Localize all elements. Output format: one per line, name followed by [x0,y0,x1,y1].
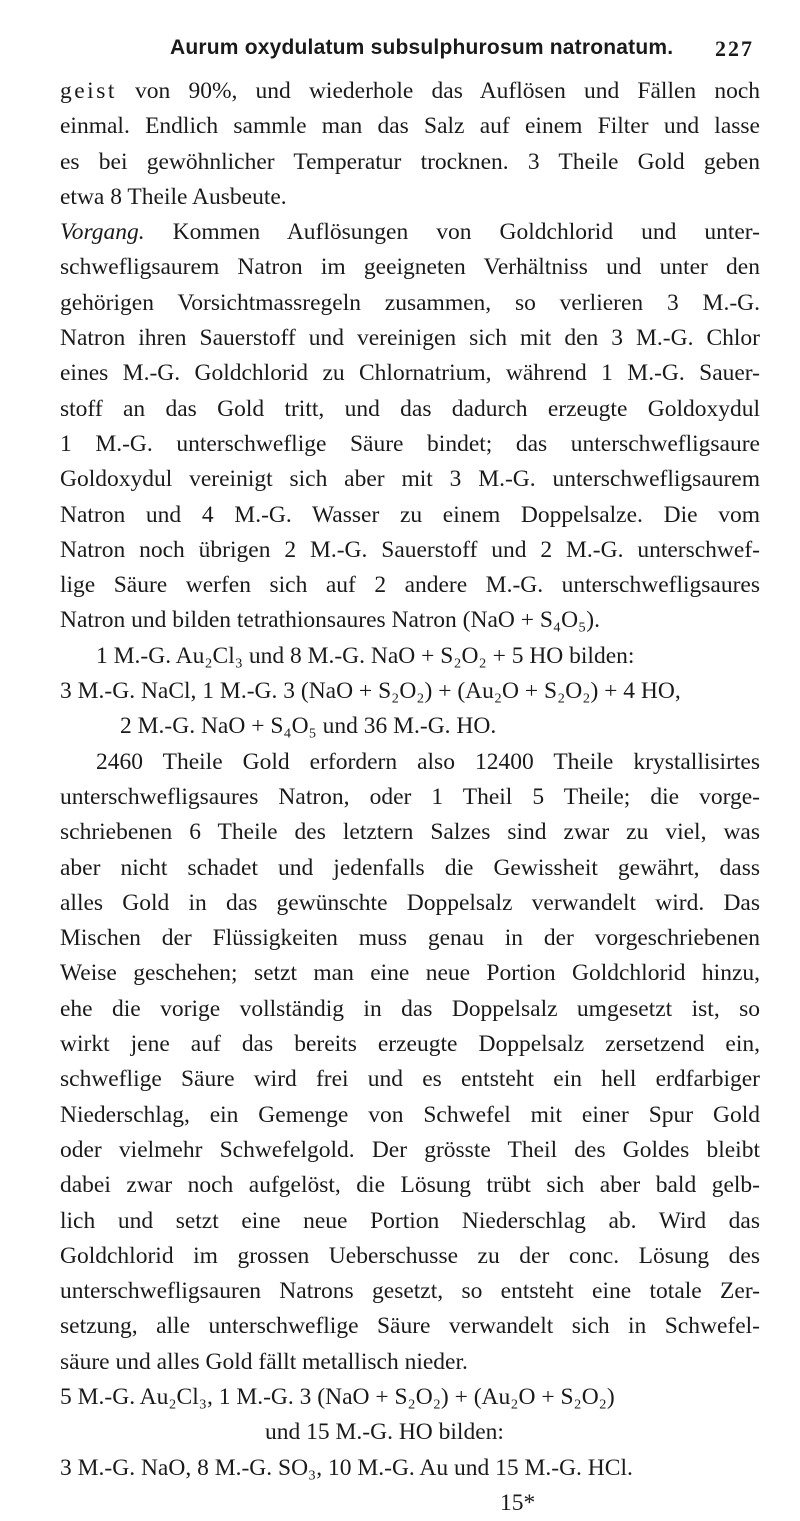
text-line: lich und setzt eine neue Portion Niederschlag ab. Wird das [60,1207,760,1234]
text-line: Natron ihren Sauerstoff und vereinigen sich mit den 3 M.-G. Chlor [60,325,760,352]
running-header [60,36,760,66]
text-line: Goldchlorid im grossen Ueberschusse zu der conc. Lösung des [60,1242,760,1269]
formula-line: 3 M.-G. NaCl, 1 M.-G. 3 (NaO + S₂O₂) + (Au₂O + S₂O₂) + 4 HO, [60,678,681,705]
section-keyword: Vorgang. [60,219,145,246]
text-line: es bei gewöhnlicher Temperatur trocknen. 3 Theile Gold geben [60,148,760,175]
formula-line: 2 M.-G. NaO + S₄O₅ und 36 M.-G. HO. [120,713,497,740]
text-line: unterschwefligsaures Natron, oder 1 Theil 5 Theile; die vorge- [60,783,760,810]
text-line: Weise geschehen; setzt man eine neue Portion Goldchlorid hinzu, [60,960,760,987]
spaced-word: geist [60,78,117,104]
page-number: 227 [715,36,754,61]
text-line: schriebenen 6 Theile des letztern Salzes sind zwar zu viel, was [60,819,760,846]
text-line: wirkt jene auf das bereits erzeugte Doppelsalz zersetzend ein, [60,1031,760,1058]
text-line: säure und alles Gold fällt metallisch nieder. [60,1348,468,1375]
text-line: Goldoxydul vereinigt sich aber mit 3 M.-G. unterschwefligsaurem [60,466,760,493]
text-line: unterschwefligsauren Natrons gesetzt, so entsteht eine totale Zer- [60,1278,760,1305]
text-line: oder vielmehr Schwefelgold. Der grösste Theil des Goldes bleibt [60,1136,760,1163]
text-line: 1 M.-G. unterschweflige Säure bindet; das unterschwefligsaure [60,430,760,457]
text-line: setzung, alle unterschweflige Säure verwandelt sich in Schwefel- [60,1313,760,1340]
text-line: alles Gold in das gewünschte Doppelsalz verwandelt wird. Das [60,889,760,916]
text-line: 2460 Theile Gold erfordern also 12400 Theile krystallisirtes [96,748,760,775]
formula-line: und 15 M.-G. HO bilden: [265,1419,504,1446]
text-line: eines M.-G. Goldchlorid zu Chlornatrium, während 1 M.-G. Sauer- [60,360,760,387]
formula-line: 5 M.-G. Au₂Cl₃, 1 M.-G. 3 (NaO + S₂O₂) + (Au₂O + S₂O₂) [60,1383,615,1410]
text-line-vorgang: Vorgang. Kommen Auflösungen von Goldchlorid und unter- [60,219,760,246]
running-title: Aurum oxydulatum subsulphurosum natronatum. [170,36,674,59]
text-line: Niederschlag, ein Gemenge von Schwefel mit einer Spur Gold [60,1101,760,1128]
text-line: aber nicht schadet und jedenfalls die Gewissheit gewährt, dass [60,854,760,881]
text-line: Mischen der Flüssigkeiten muss genau in der vorgeschriebenen [60,925,760,952]
text-line: etwa 8 Theile Ausbeute. [60,183,287,210]
text-line: ehe die vorige vollständig in das Doppelsalz umgesetzt ist, so [60,995,760,1022]
text-line: geist von 90%, und wiederhole das Auflösen und Fällen noch [60,78,760,104]
text-line: einmal. Endlich sammle man das Salz auf einem Filter und lasse [60,113,760,140]
formula-line: 1 M.-G. Au₂Cl₃ und 8 M.-G. NaO + S₂O₂ + 5 HO bilden: [96,642,635,669]
text-line: schwefligsaurem Natron im geeigneten Verhältniss und unter den [60,254,760,281]
text-line: lige Säure werfen sich auf 2 andere M.-G. unterschwefligsaures [60,572,760,599]
text-body [60,74,760,1521]
text-line: schweflige Säure wird frei und es entsteht ein hell erdfarbiger [60,1066,760,1093]
formula-line: 3 M.-G. NaO, 8 M.-G. SO₃, 10 M.-G. Au und 15 M.-G. HCl. [60,1454,633,1481]
text-line: gehörigen Vorsichtmassregeln zusammen, so verlieren 3 M.-G. [60,289,760,316]
text-line: stoff an das Gold tritt, und das dadurch erzeugte Goldoxydul [60,395,760,422]
text-line: Natron und bilden tetrathionsaures Natron (NaO + S₄O₅). [60,607,600,634]
text-line: Natron und 4 M.-G. Wasser zu einem Doppelsalze. Die vom [60,501,760,528]
text-line: Natron noch übrigen 2 M.-G. Sauerstoff und 2 M.-G. unterschwef- [60,536,760,563]
signature-mark: 15* [500,1489,536,1516]
text-line: dabei zwar noch aufgelöst, die Lösung trübt sich aber bald gelb- [60,1172,760,1199]
